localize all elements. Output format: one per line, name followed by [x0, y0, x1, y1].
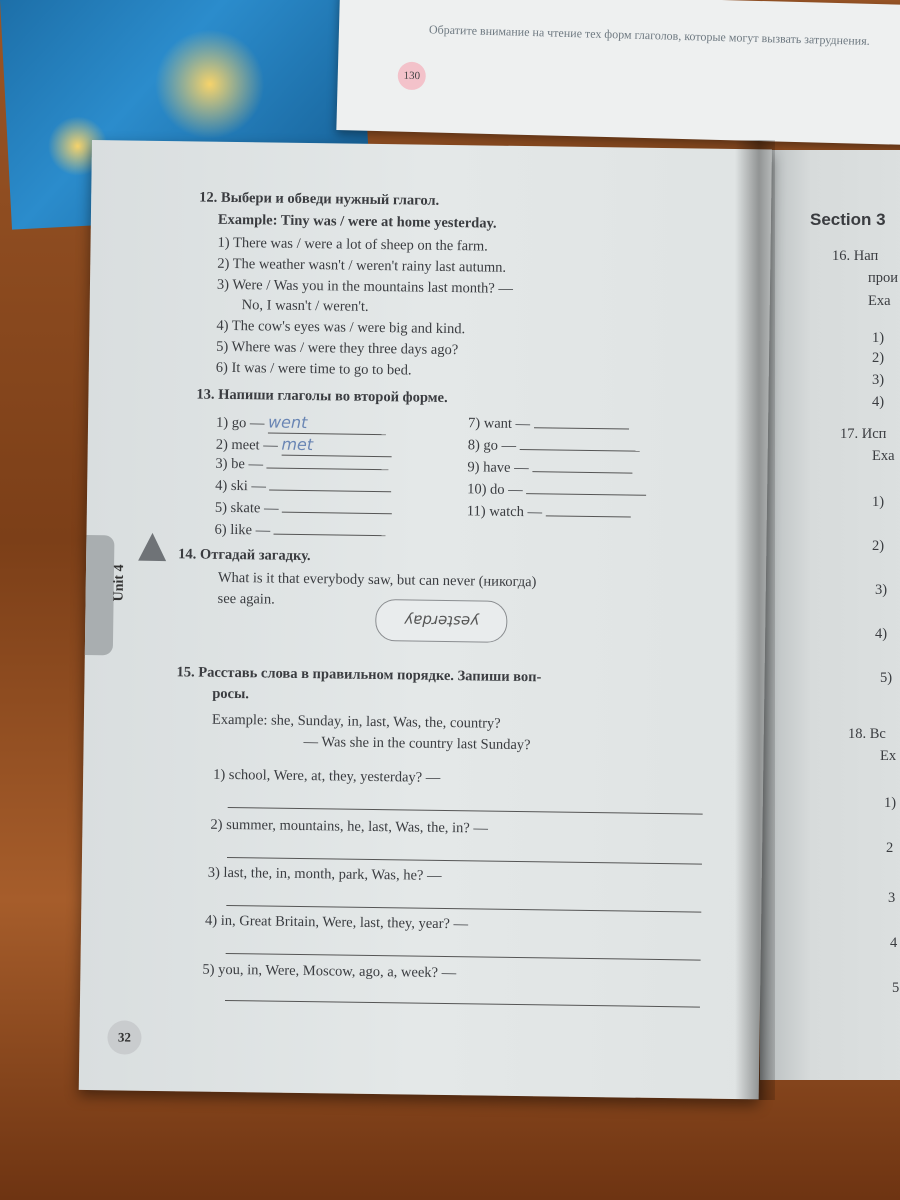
exercise-15-title: 15. Расставь слова в правильном порядке. Запиши воп-	[176, 664, 542, 686]
riddle-line: What is it that everybody saw, but can never (никогда)	[217, 569, 537, 591]
section-heading: Section 3	[810, 210, 886, 229]
right-fragment: 2)	[872, 350, 885, 366]
exercise-15-item: 5) you, in, Were, Moscow, ago, a, week? —	[202, 961, 457, 982]
exercise-15-example: Example: she, Sunday, in, last, Was, the, country?	[211, 711, 501, 732]
top-workbook-sheet	[336, 0, 900, 145]
verb-row	[468, 437, 640, 456]
exercise-12-item: 5) Where was / were they three days ago?	[216, 338, 459, 359]
right-fragment: 5)	[880, 670, 893, 686]
verb-row	[215, 500, 392, 519]
right-fragment: 2	[886, 840, 894, 856]
verb-label: 10) do —	[467, 481, 523, 499]
answer-line[interactable]	[226, 905, 701, 913]
verb-row	[216, 434, 392, 457]
verb-row	[468, 415, 629, 434]
exercise-15-item: 3) last, the, in, month, park, Was, he? —	[207, 864, 442, 884]
right-fragment: 3)	[872, 372, 885, 388]
answer-blank[interactable]	[269, 490, 391, 493]
verb-row	[467, 503, 631, 522]
right-fragment: 18. Вс	[848, 726, 886, 742]
exercise-12-item: 3) Were / Was you in the mountains last month? —	[216, 276, 514, 297]
unit-tab-label: Unit 4	[111, 564, 128, 602]
verb-label: 9) have —	[467, 459, 529, 477]
verb-label: 7) want —	[467, 415, 531, 433]
verb-row	[467, 459, 632, 478]
exercise-12-item: No, I wasn't / weren't.	[241, 297, 369, 315]
handwritten-answer: went	[267, 412, 308, 433]
answer-blank[interactable]	[534, 427, 629, 429]
right-fragment: 16. Нап	[832, 248, 879, 264]
answer-line[interactable]	[225, 1000, 700, 1008]
teacher-note: Обратите внимание на чтение тех форм глаголов, которые могут вызвать затруднения.	[428, 22, 870, 48]
riddle-answer-cloud	[375, 599, 508, 643]
riddle-answer: yesterday	[403, 611, 479, 631]
verb-row	[467, 481, 646, 501]
answer-blank[interactable]	[267, 467, 389, 470]
right-fragment: 17. Исп	[840, 426, 887, 442]
exercise-12-title: 12. Выбери и обведи нужный глагол.	[199, 189, 440, 209]
exercise-12-example: Example: Tiny was / were at home yesterday.	[217, 211, 497, 232]
verb-label: 8) go —	[467, 437, 517, 454]
right-fragment: 3)	[875, 582, 888, 598]
verb-row	[214, 522, 385, 541]
exercise-15-item: 2) summer, mountains, he, last, Was, the, in? —	[210, 816, 489, 837]
answer-blank[interactable]	[274, 534, 386, 537]
verb-label: 4) ski —	[215, 477, 267, 495]
pyramid-icon	[138, 533, 166, 561]
exercise-14-title: 14. Отгадай загадку.	[178, 546, 311, 565]
verb-row	[215, 456, 388, 475]
top-page-number: 130	[397, 62, 426, 91]
exercise-15-example-answer: — Was she in the country last Sunday?	[303, 734, 531, 754]
verb-label: 3) be —	[215, 455, 264, 473]
answer-line[interactable]	[228, 807, 703, 815]
exercise-12-item: 6) It was / were time to go to bed.	[215, 359, 412, 379]
verb-label: 5) skate —	[214, 499, 279, 517]
verb-label: 2) meet —	[215, 436, 278, 454]
answer-blank[interactable]	[546, 515, 631, 517]
right-fragment: 1)	[872, 494, 885, 510]
verb-row	[215, 478, 392, 497]
verb-label: 1) go —	[215, 414, 265, 432]
right-fragment: 1)	[884, 795, 897, 811]
right-fragment: 1)	[872, 330, 885, 346]
handwritten-answer: met	[281, 434, 314, 455]
right-fragment: 5	[892, 980, 900, 996]
exercise-12-item: 4) The cow's eyes was / were big and kind.	[216, 317, 466, 338]
verb-label: 6) like —	[214, 521, 271, 539]
right-fragment: Exa	[872, 448, 895, 464]
answer-blank[interactable]	[520, 449, 640, 452]
verb-row	[216, 412, 386, 435]
right-fragment: 4	[890, 935, 898, 951]
right-fragment: 4)	[872, 394, 885, 410]
verb-label: 11) watch —	[466, 503, 543, 521]
right-page	[760, 150, 900, 1080]
answer-blank[interactable]	[268, 412, 386, 435]
exercise-15-item: 4) in, Great Britain, Were, last, they, year? —	[204, 912, 469, 933]
answer-blank[interactable]	[526, 493, 646, 496]
answer-blank[interactable]	[281, 435, 391, 458]
answer-blank[interactable]	[532, 471, 632, 473]
page-number: 32	[107, 1020, 141, 1054]
exercise-15-title-cont: росы.	[212, 685, 250, 703]
answer-line[interactable]	[226, 953, 701, 961]
right-fragment: 3	[888, 890, 896, 906]
exercise-15-item: 1) school, Were, at, they, yesterday? —	[213, 766, 441, 786]
left-page	[79, 140, 772, 1099]
answer-line[interactable]	[227, 857, 702, 865]
exercise-12-item: 2) The weather wasn't / weren't rainy last autumn.	[217, 255, 507, 276]
exercise-13-title: 13. Напиши глаголы во второй форме.	[196, 386, 448, 406]
riddle-line: see again.	[217, 590, 275, 608]
right-fragment: 2)	[872, 538, 885, 554]
right-fragment: Ex	[880, 748, 897, 764]
right-fragment: Exa	[868, 293, 891, 309]
right-fragment: 4)	[875, 626, 888, 642]
right-fragment: прои	[868, 270, 899, 286]
unit-tab	[85, 535, 128, 655]
exercise-12-item: 1) There was / were a lot of sheep on the farm.	[217, 234, 488, 255]
answer-blank[interactable]	[282, 512, 392, 515]
